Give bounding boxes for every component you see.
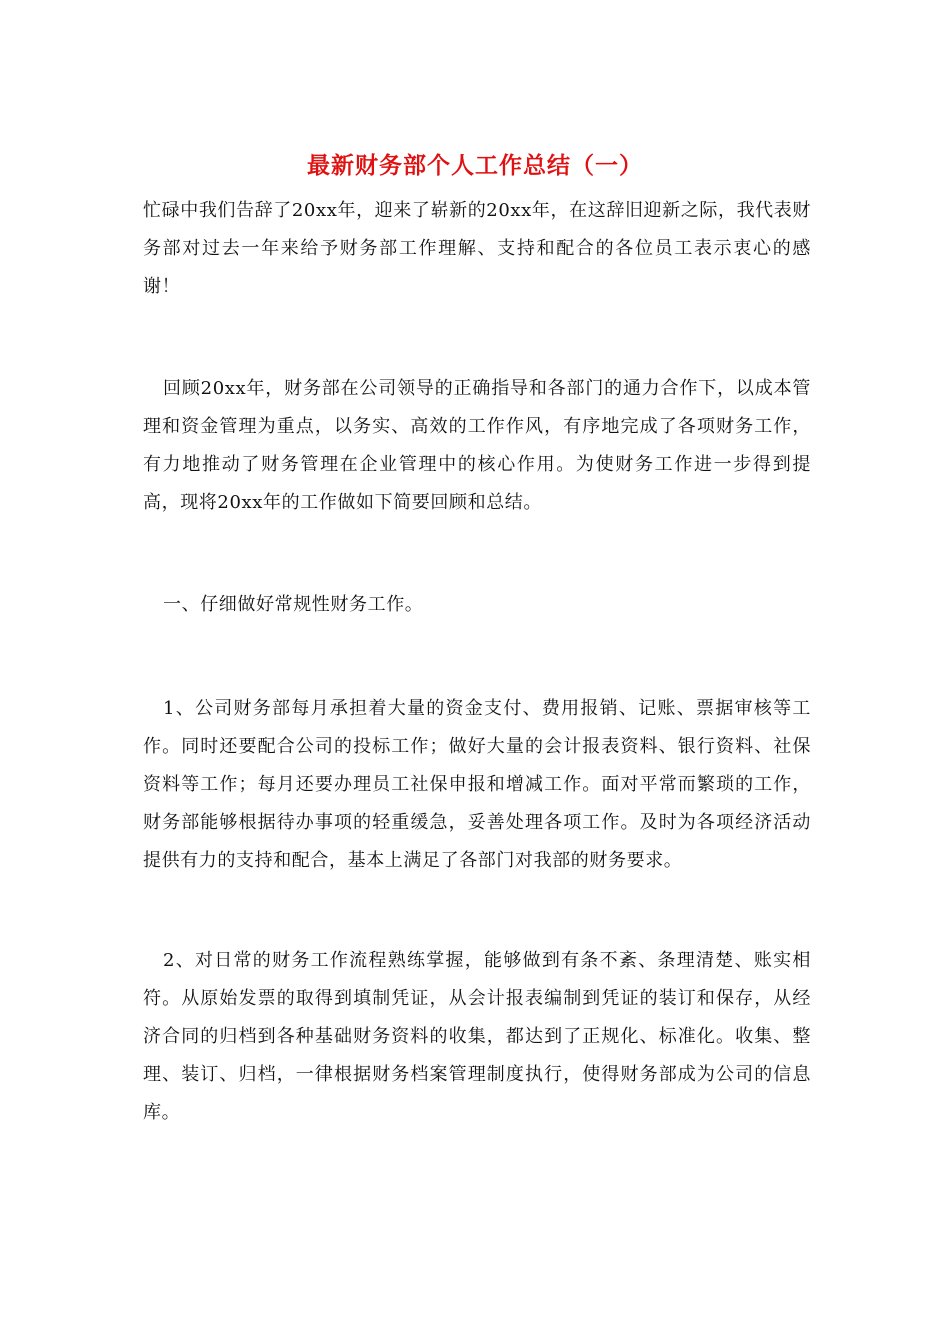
section-heading-1: 一、仔细做好常规性财务工作。	[163, 594, 424, 615]
paragraph-item-1: 1、公司财务部每月承担着大量的资金支付、费用报销、记账、票据审核等工作。同时还要配合公司的投标工作；做好大量的会计报表资料、银行资料、社保资料等工作；每月还要办理员工社保申报和增减工作。面对平常而繁琐的工作，财务部能够根据待办事项的轻重缓急，妥善处理各项工作。及时为各项经济活动提供有力的支持和配合，基本上满足了各部门对我部的财务要求。	[143, 698, 811, 871]
document-title: 最新财务部个人工作总结（一）	[307, 152, 643, 179]
paragraph-item-2: 2、对日常的财务工作流程熟练掌握，能够做到有条不紊、条理清楚、账实相符。从原始发票的取得到填制凭证，从会计报表编制到凭证的装订和保存，从经济合同的归档到各种基础财务资料的收集，都达到了正规化、标准化。收集、整理、装订、归档，一律根据财务档案管理制度执行，使得财务部成为公司的信息库。	[143, 950, 811, 1123]
paragraph-review: 回顾20xx年，财务部在公司领导的正确指导和各部门的通力合作下，以成本管理和资金管理为重点，以务实、高效的工作作风，有序地完成了各项财务工作，有力地推动了财务管理在企业管理中的核心作用。为使财务工作进一步得到提高，现将20xx年的工作做如下简要回顾和总结。	[143, 378, 811, 513]
paragraph-intro: 忙碌中我们告辞了20xx年，迎来了崭新的20xx年，在这辞旧迎新之际，我代表财务部对过去一年来给予财务部工作理解、支持和配合的各位员工表示衷心的感谢！	[143, 200, 811, 297]
